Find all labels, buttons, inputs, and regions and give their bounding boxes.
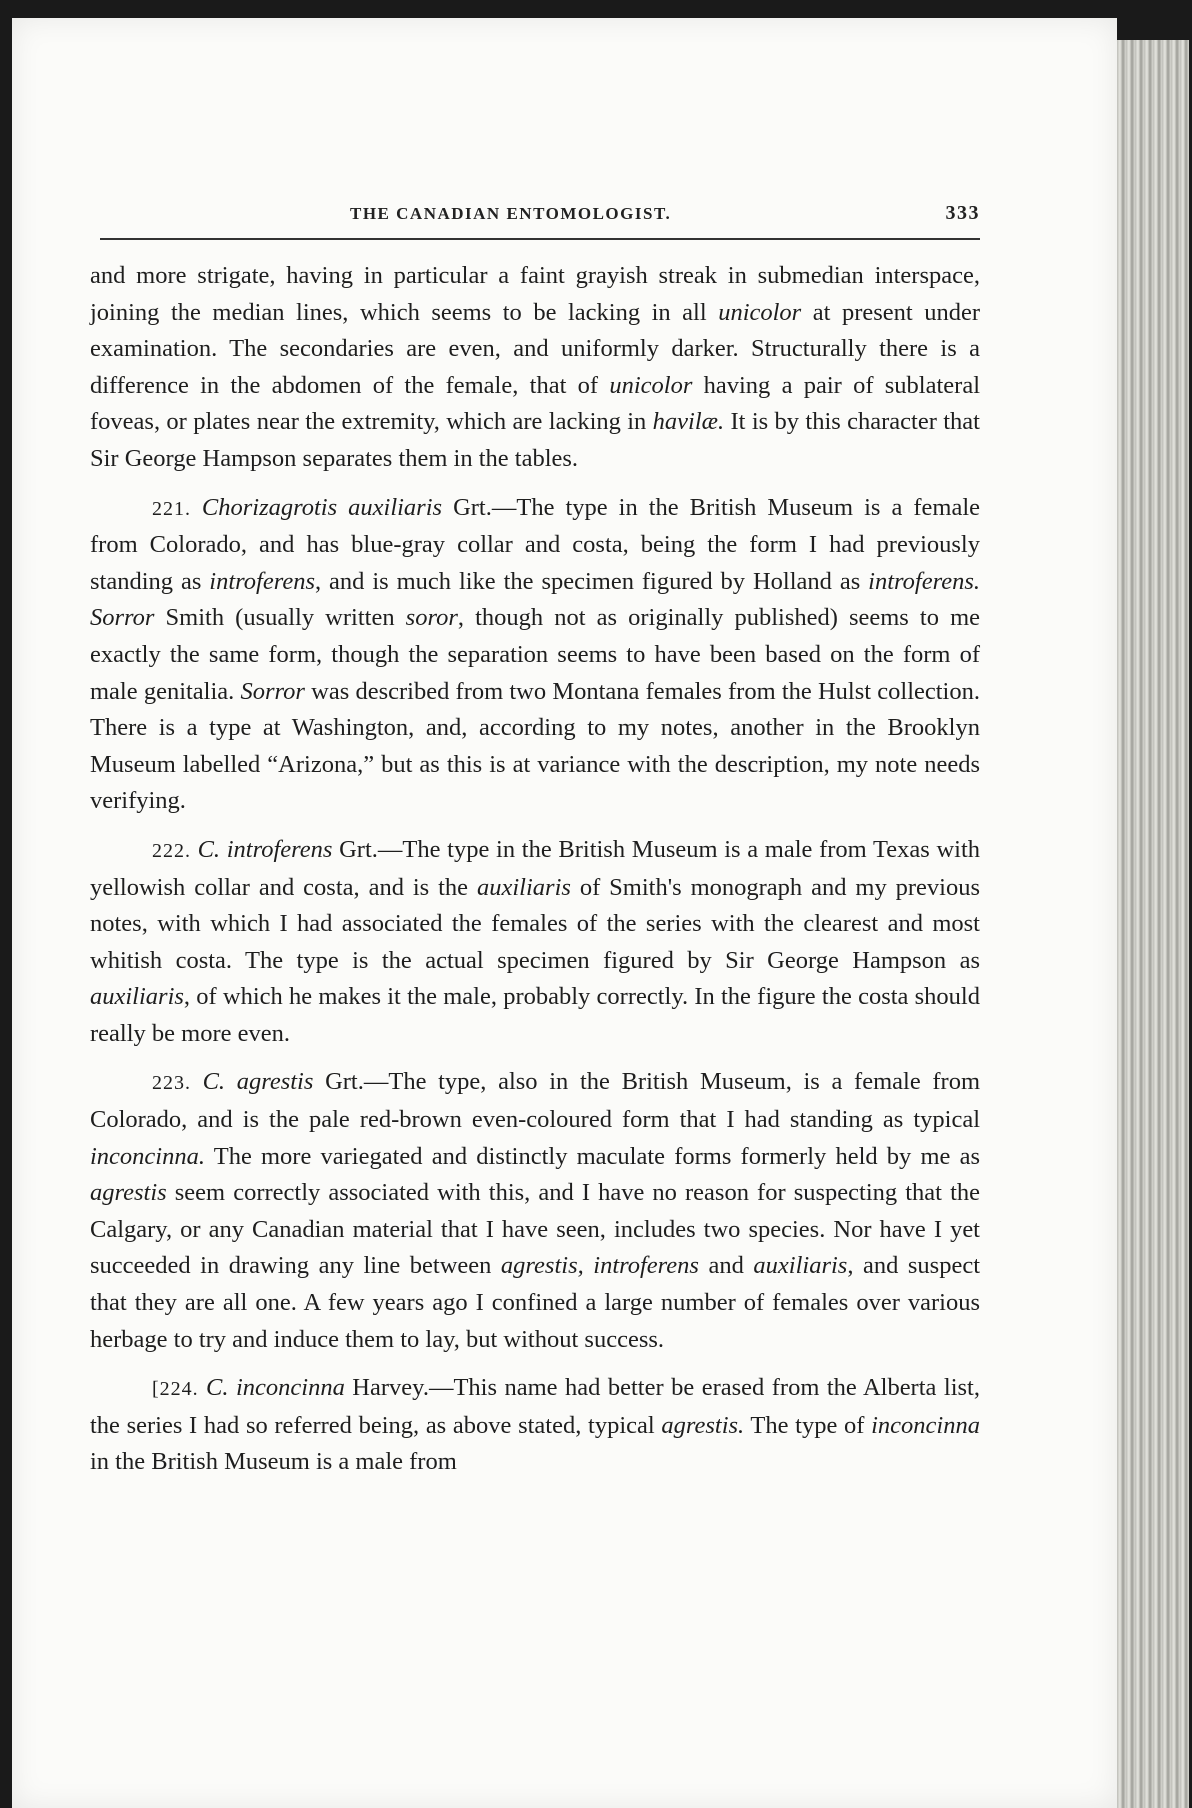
italic-term: unicolor [609, 371, 693, 399]
italic-term: C. introferens [197, 835, 333, 863]
paragraph [90, 1370, 980, 1481]
paragraph [90, 490, 980, 820]
page-number: 333 [945, 202, 980, 224]
text-run: at present under examination. The secondaries are even, and uniformly darker. Structurally there is a difference in the abdomen of the female, that of [90, 298, 980, 399]
italic-term: auxiliaris [753, 1252, 848, 1280]
italic-term: agrestis. [661, 1411, 745, 1439]
text-run: The type of [744, 1411, 872, 1439]
italic-term: auxiliaris [476, 873, 571, 901]
text-run: , and suspect that they are all one. A few years ago I confined a large number of females over various herbage to try and induce them to lay, but without success. [90, 1252, 981, 1353]
italic-term: Chorizagrotis auxiliaris [201, 493, 443, 521]
italic-term: unicolor [718, 298, 802, 326]
article-body [90, 258, 980, 1481]
italic-term: auxiliaris [90, 983, 184, 1011]
italic-term: Sorror [240, 677, 305, 705]
text-run: was described from two Montana females from the Hulst collection. There is a type at Washington, and, according to my notes, another in the Brooklyn Museum labelled “Arizona,” but as this is at variance with the description, my note needs verifying. [90, 677, 980, 815]
italic-term: C. inconcinna [206, 1374, 345, 1402]
header-rule [100, 238, 980, 240]
paragraph [90, 258, 980, 478]
entry-number: [224. [152, 1378, 207, 1401]
running-header [100, 200, 980, 230]
italic-term: Sorror [90, 604, 155, 632]
text-run: , and is much like the specimen figured by Holland as [315, 567, 869, 595]
text-run: and [698, 1252, 754, 1280]
text-run: , of which he makes it the male, probably correctly. In the figure the costa should really be more even. [90, 983, 980, 1047]
text-run: , though not as originally published) seems to me exactly the same form, though the separation seems to have been based on the form of male genitalia. [90, 604, 981, 705]
italic-term: introferens. [868, 567, 980, 595]
text-run: and more strigate, having in particular a faint grayish streak in submedian interspace, joining the median lines, which seems to be lacking in all [90, 262, 980, 326]
text-run: having a pair of sublateral foveas, or plates near the extremity, which are lacking in [90, 371, 981, 436]
text-run: seem correctly associated with this, and I have no reason for suspecting that the Calgary, or any Canadian material that I have seen, includes two species. Nor have I yet succeeded in drawing any line between [90, 1179, 980, 1280]
entry-number: 223. [152, 1072, 203, 1095]
paragraph [90, 1064, 980, 1358]
text-run: Harvey.—This name had better be erased from the Alberta list, the series I had so referred being, as above stated, typical [90, 1374, 980, 1439]
page-edges [1117, 40, 1189, 1808]
text-run: Grt.—The type in the British Museum is a male from Texas with yellowish collar and costa, and is the [90, 835, 980, 901]
text-run: Grt.—The type in the British Museum is a female from Colorado, and has blue-gray collar and costa, being the form I had previously standing as [90, 493, 980, 595]
text-run: Grt.—The type, also in the British Museum, is a female from Colorado, and is the pale red-brown even-coloured form that I had standing as typical [90, 1068, 981, 1134]
paragraph [90, 832, 980, 1053]
entry-number: 221. [152, 497, 202, 520]
text-run: The more variegated and distinctly maculate forms formerly held by me as [205, 1142, 980, 1170]
journal-title: THE CANADIAN ENTOMOLOGIST. [350, 204, 672, 223]
italic-term: agrestis [90, 1179, 167, 1207]
entry-number: 222. [152, 839, 198, 862]
italic-term: introferens [209, 567, 315, 595]
text-run: Smith (usually written [154, 604, 406, 632]
text-run: in the British Museum is a male from [90, 1448, 457, 1476]
italic-term: C. agrestis [202, 1068, 314, 1096]
italic-term: agrestis, introferens [500, 1252, 699, 1280]
italic-term: havilæ. [652, 408, 725, 436]
italic-term: inconcinna [871, 1411, 980, 1439]
text-run: It is by this character that Sir George Hampson separates them in the tables. [90, 408, 980, 472]
text-run: of Smith's monograph and my previous notes, with which I had associated the females of the series with the clearest and most whitish costa. The type is the actual specimen figured by Sir George Hampson as [90, 873, 980, 974]
italic-term: inconcinna. [90, 1142, 205, 1170]
italic-term: soror [405, 604, 458, 632]
